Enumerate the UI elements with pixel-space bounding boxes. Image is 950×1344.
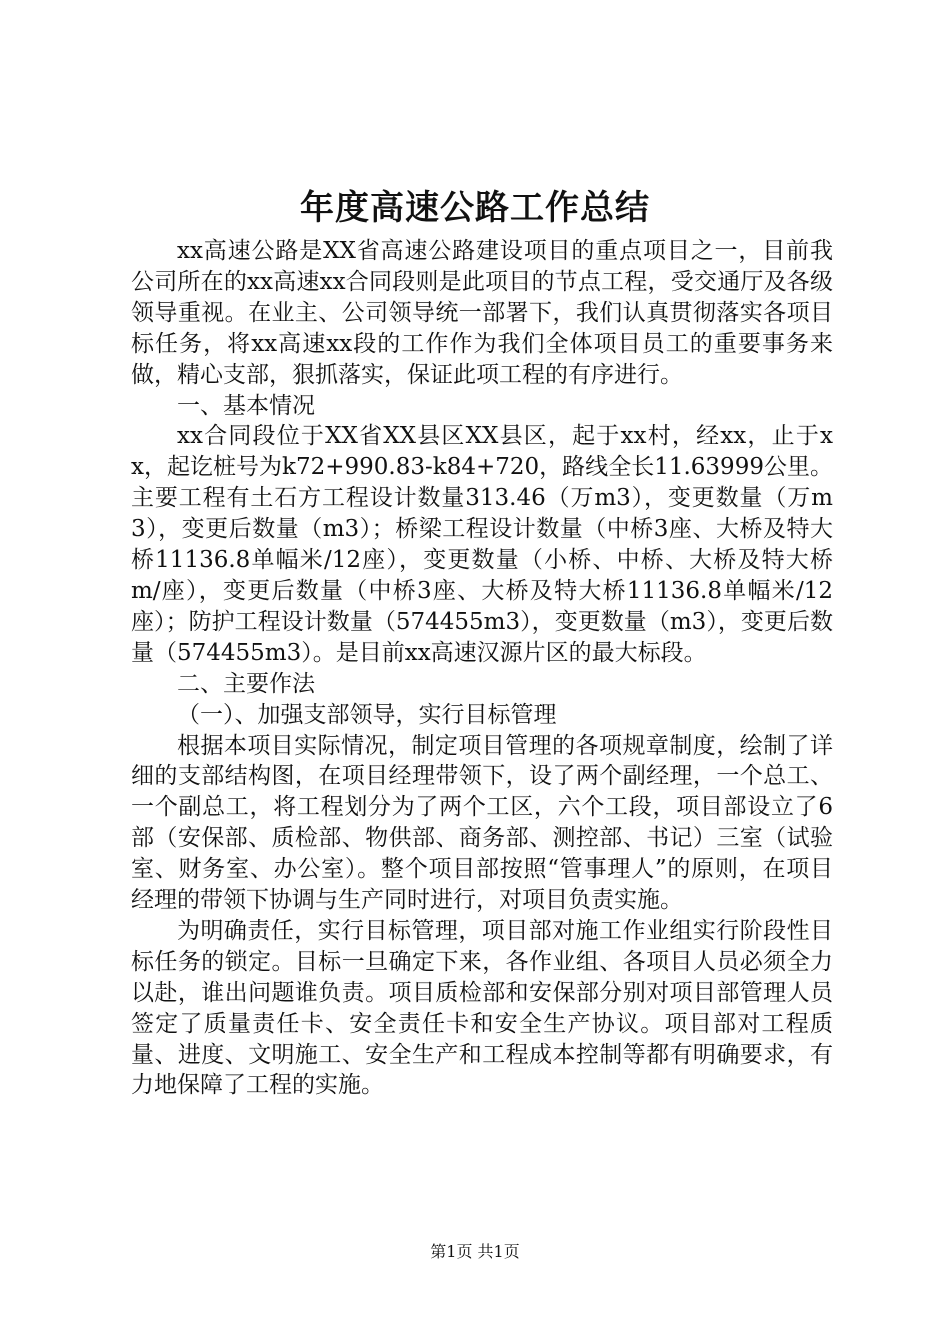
paragraph-organization: 根据本项目实际情况，制定项目管理的各项规章制度，绘制了详细的支部结构图，在项目经理带领下，设了两个副经理，一个总工、一个副总工，将工程划分为了两个工区，六个工段，项目部设立了6部（安保部、质检部、物供部、商务部、测控部、书记）三室（试验室、财务室、办公室）。整个项目部按照“管事理人”的原则，在项目经理的带领下协调与生产同时进行，对项目负责实施。: [131, 732, 833, 914]
section-heading-basic-info: 一、基本情况: [177, 392, 315, 419]
paragraph-target-management: 为明确责任，实行目标管理，项目部对施工作业组实行阶段性目标任务的锁定。目标一旦确定下来，各作业组、各项目人员必须全力以赴，谁出问题谁负责。项目质检部和安保部分别对项目部管理人员签定了质量责任卡、安全责任卡和安全生产协议。项目部对工程质量、进度、文明施工、安全生产和工程成本控制等都有明确要求，有力地保障了工程的实施。: [131, 917, 833, 1099]
section-heading-main-practices: 二、主要作法: [177, 670, 315, 697]
document-body: [131, 236, 833, 1101]
page-footer: 第1页 共1页: [430, 1242, 520, 1261]
document-title: 年度高速公路工作总结: [300, 188, 650, 228]
paragraph-basic-info: xx合同段位于XX省XX县区XX县区，起于xx村，经xx，止于xx，起讫桩号为k72+990.83-k84+720，路线全长11.63999公里。主要工程有土石方工程设计数量313.46（万m3），变更数量（万m3），变更后数量（m3）；桥梁工程设计数量（中桥3座、大桥及特大桥11136.8单幅米/12座），变更数量（小桥、中桥、大桥及特大桥m/座），变更后数量（中桥3座、大桥及特大桥11136.8单幅米/12座）；防护工程设计数量（574455m3），变更数量（m3），变更后数量（574455m3）。是目前xx高速汉源片区的最大标段。: [131, 423, 833, 666]
paragraph-intro: xx高速公路是XX省高速公路建设项目的重点项目之一，目前我公司所在的xx高速xx合同段则是此项目的节点工程，受交通厅及各级领导重视。在业主、公司领导统一部署下，我们认真贯彻落实各项目标任务，将xx高速xx段的工作作为我们全体项目员工的重要事务来做，精心支部，狠抓落实，保证此项工程的有序进行。: [131, 238, 833, 388]
subsection-heading-leadership: （一）、加强支部领导，实行目标管理: [177, 701, 557, 728]
